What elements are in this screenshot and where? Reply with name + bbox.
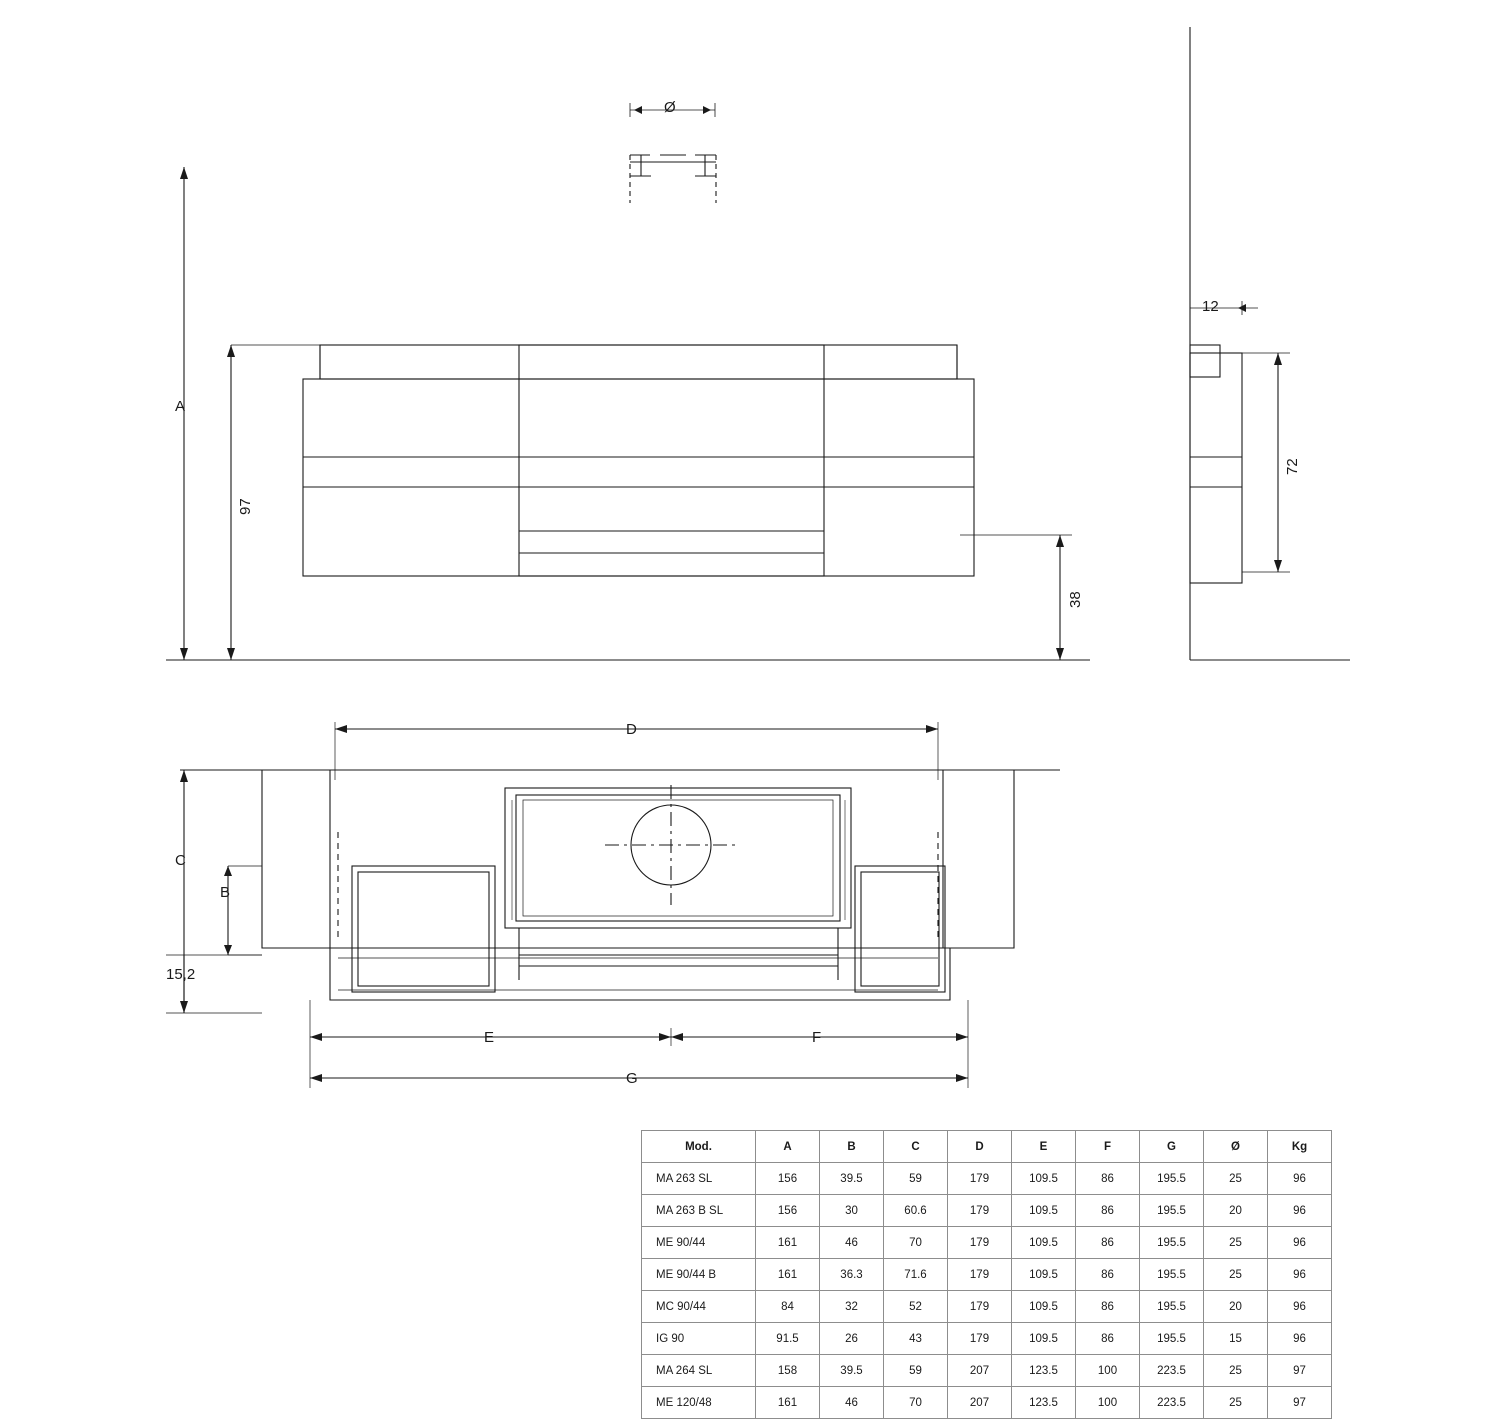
cell-g: 195.5 xyxy=(1140,1291,1204,1323)
front-view-body xyxy=(303,345,974,576)
cell-a: 161 xyxy=(756,1227,820,1259)
cell-f: 86 xyxy=(1076,1291,1140,1323)
label-97: 97 xyxy=(237,498,254,515)
cell-g: 195.5 xyxy=(1140,1195,1204,1227)
cell-diameter: 20 xyxy=(1204,1195,1268,1227)
cell-model: ME 90/44 B xyxy=(642,1259,756,1291)
cell-f: 86 xyxy=(1076,1259,1140,1291)
label-diameter: Ø xyxy=(664,99,676,116)
cell-d: 179 xyxy=(948,1259,1012,1291)
cell-b: 46 xyxy=(820,1227,884,1259)
cell-g: 195.5 xyxy=(1140,1323,1204,1355)
cell-kg: 96 xyxy=(1268,1163,1332,1195)
cell-kg: 96 xyxy=(1268,1291,1332,1323)
cell-f: 100 xyxy=(1076,1355,1140,1387)
cell-g: 195.5 xyxy=(1140,1259,1204,1291)
flue-diameter-detail xyxy=(630,103,716,203)
label-38: 38 xyxy=(1067,591,1084,608)
cell-d: 179 xyxy=(948,1323,1012,1355)
plan-view-body xyxy=(262,770,1014,1000)
th-f: F xyxy=(1076,1131,1140,1163)
dimension-12-side xyxy=(1190,298,1258,315)
table-row xyxy=(642,1291,1332,1323)
side-view-body xyxy=(1190,27,1350,660)
cell-kg: 97 xyxy=(1268,1355,1332,1387)
cell-diameter: 25 xyxy=(1204,1387,1268,1419)
table-row xyxy=(642,1323,1332,1355)
dimension-72-side xyxy=(1242,353,1290,572)
label-12: 12 xyxy=(1202,298,1219,315)
cell-model: MA 264 SL xyxy=(642,1355,756,1387)
cell-b: 46 xyxy=(820,1387,884,1419)
cell-g: 195.5 xyxy=(1140,1163,1204,1195)
th-g: G xyxy=(1140,1131,1204,1163)
cell-a: 161 xyxy=(756,1387,820,1419)
dimension-15-2-plan xyxy=(166,955,262,1013)
cell-b: 26 xyxy=(820,1323,884,1355)
cell-f: 100 xyxy=(1076,1387,1140,1419)
cell-d: 179 xyxy=(948,1163,1012,1195)
table-row xyxy=(642,1163,1332,1195)
cell-a: 156 xyxy=(756,1195,820,1227)
cell-b: 36.3 xyxy=(820,1259,884,1291)
table-row xyxy=(642,1259,1332,1291)
table-row xyxy=(642,1387,1332,1419)
cell-kg: 96 xyxy=(1268,1259,1332,1291)
cell-diameter: 25 xyxy=(1204,1227,1268,1259)
cell-c: 52 xyxy=(884,1291,948,1323)
cell-e: 109.5 xyxy=(1012,1195,1076,1227)
th-c: C xyxy=(884,1131,948,1163)
cell-e: 123.5 xyxy=(1012,1387,1076,1419)
cell-g: 195.5 xyxy=(1140,1227,1204,1259)
th-kg: Kg xyxy=(1268,1131,1332,1163)
cell-diameter: 25 xyxy=(1204,1259,1268,1291)
cell-e: 109.5 xyxy=(1012,1259,1076,1291)
cell-c: 59 xyxy=(884,1163,948,1195)
th-diameter: Ø xyxy=(1204,1131,1268,1163)
cell-a: 156 xyxy=(756,1163,820,1195)
cell-f: 86 xyxy=(1076,1163,1140,1195)
cell-kg: 96 xyxy=(1268,1227,1332,1259)
cell-c: 59 xyxy=(884,1355,948,1387)
cell-d: 179 xyxy=(948,1227,1012,1259)
cell-c: 71.6 xyxy=(884,1259,948,1291)
cell-d: 179 xyxy=(948,1195,1012,1227)
label-F: F xyxy=(812,1029,822,1046)
cell-f: 86 xyxy=(1076,1195,1140,1227)
th-e: E xyxy=(1012,1131,1076,1163)
table-row xyxy=(642,1195,1332,1227)
cell-model: MA 263 SL xyxy=(642,1163,756,1195)
label-D: D xyxy=(626,721,637,738)
label-G: G xyxy=(626,1070,638,1087)
table-header-row xyxy=(642,1131,1332,1163)
cell-f: 86 xyxy=(1076,1227,1140,1259)
cell-model: MA 263 B SL xyxy=(642,1195,756,1227)
cell-b: 32 xyxy=(820,1291,884,1323)
label-B: B xyxy=(220,884,231,901)
cell-b: 39.5 xyxy=(820,1355,884,1387)
cell-diameter: 25 xyxy=(1204,1355,1268,1387)
label-A: A xyxy=(175,398,186,415)
cell-f: 86 xyxy=(1076,1323,1140,1355)
cell-a: 84 xyxy=(756,1291,820,1323)
dimension-38-front xyxy=(960,535,1072,660)
cell-e: 109.5 xyxy=(1012,1163,1076,1195)
cell-model: MC 90/44 xyxy=(642,1291,756,1323)
label-C: C xyxy=(175,852,186,869)
cell-b: 39.5 xyxy=(820,1163,884,1195)
cell-c: 70 xyxy=(884,1227,948,1259)
th-d: D xyxy=(948,1131,1012,1163)
cell-model: ME 90/44 xyxy=(642,1227,756,1259)
specification-table xyxy=(641,1130,1332,1419)
label-72: 72 xyxy=(1284,458,1301,475)
cell-d: 207 xyxy=(948,1387,1012,1419)
cell-diameter: 20 xyxy=(1204,1291,1268,1323)
cell-c: 43 xyxy=(884,1323,948,1355)
cell-b: 30 xyxy=(820,1195,884,1227)
dimension-B-plan xyxy=(224,866,262,955)
cell-d: 207 xyxy=(948,1355,1012,1387)
th-model: Mod. xyxy=(642,1131,756,1163)
cell-e: 123.5 xyxy=(1012,1355,1076,1387)
cell-kg: 96 xyxy=(1268,1195,1332,1227)
th-a: A xyxy=(756,1131,820,1163)
table-row xyxy=(642,1227,1332,1259)
cell-diameter: 15 xyxy=(1204,1323,1268,1355)
cell-g: 223.5 xyxy=(1140,1355,1204,1387)
cell-d: 179 xyxy=(948,1291,1012,1323)
cell-a: 161 xyxy=(756,1259,820,1291)
cell-e: 109.5 xyxy=(1012,1323,1076,1355)
cell-model: IG 90 xyxy=(642,1323,756,1355)
cell-kg: 96 xyxy=(1268,1323,1332,1355)
cell-e: 109.5 xyxy=(1012,1227,1076,1259)
cell-a: 91.5 xyxy=(756,1323,820,1355)
cell-diameter: 25 xyxy=(1204,1163,1268,1195)
dimension-G-plan xyxy=(310,1074,968,1082)
cell-c: 70 xyxy=(884,1387,948,1419)
label-15-2: 15,2 xyxy=(166,966,196,983)
cell-g: 223.5 xyxy=(1140,1387,1204,1419)
cell-model: ME 120/48 xyxy=(642,1387,756,1419)
label-E: E xyxy=(484,1029,495,1046)
cell-a: 158 xyxy=(756,1355,820,1387)
th-b: B xyxy=(820,1131,884,1163)
cell-kg: 97 xyxy=(1268,1387,1332,1419)
cell-e: 109.5 xyxy=(1012,1291,1076,1323)
table-row xyxy=(642,1355,1332,1387)
cell-c: 60.6 xyxy=(884,1195,948,1227)
